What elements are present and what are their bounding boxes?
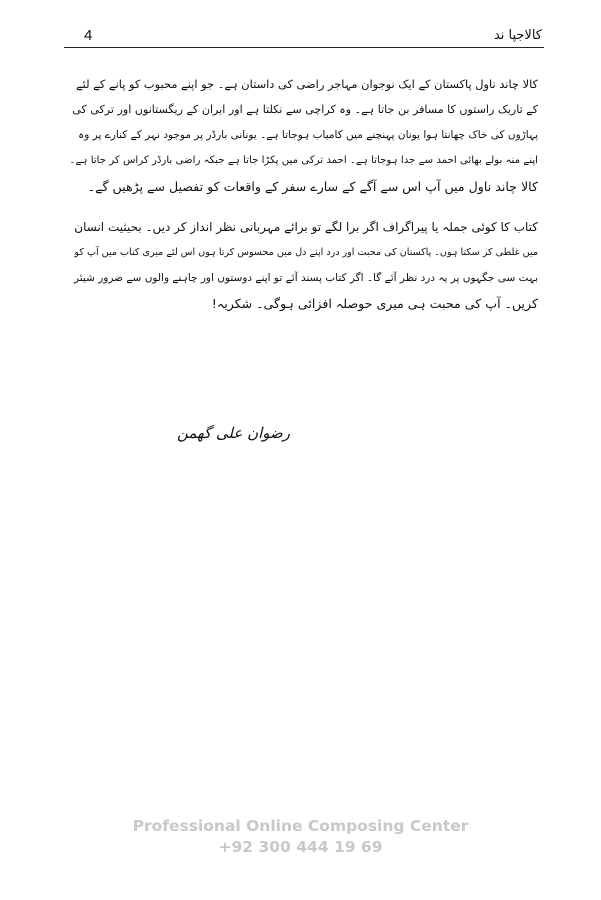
author-signature: رضوان علی گھمن (176, 424, 290, 442)
text-line: کریں۔ آپ کی محبت ہی میری حوصلہ افزائی ہوگی۔ شکریہ! (211, 296, 538, 312)
header-divider (64, 47, 544, 48)
text-line: میں غلطی کر سکتا ہوں۔ پاکستان کی محبت اور درد اپنے دل میں محسوس کرتا ہوں اس لئے میری کتاب میں آپ کو (74, 247, 538, 259)
text-line: کالا چاند ناول میں آپ اس سے آگے کے سارے سفر کے واقعات کو تفصیل سے پڑھیں گے۔ (87, 178, 538, 194)
body-text (68, 72, 538, 317)
paragraph-note (68, 215, 538, 317)
text-line: بہت سی جگہوں پر یہ درد نظر آئے گا۔ اگر کتاب پسند آئے تو اپنے دوستوں اور چاہنے والوں سے ضرور شیئر (73, 271, 538, 284)
text-line: کالا چاند ناول پاکستان کے ایک نوجوان مہاجر راضی کی داستان ہے۔ جو اپنے محبوب کو پانے کے لئے (75, 77, 538, 91)
page-number: 4 (84, 27, 93, 44)
text-line: کے تاریک راستوں کا مسافر بن جاتا ہے۔ وہ کراچی سے نکلتا ہے اور ایران کے ریگستانوں اور ترکی کی (72, 103, 538, 117)
footer-watermark (0, 816, 601, 858)
watermark-company: Professional Online Composing Center (132, 817, 469, 835)
text-line: اپنے منہ بولے بھائی احمد سے جدا ہوجاتا ہے۔ احمد ترکی میں پکڑا جاتا ہے جبکہ راضی بارڈر کراس کر جاتا ہے۔ (69, 155, 538, 167)
running-title: کالاجپا ند (493, 28, 542, 43)
paragraph-story (68, 72, 538, 199)
page-header (64, 26, 544, 48)
text-line: کتاب کا کوئی جملہ یا پیراگراف اگر برا لگے تو برائے مہربانی نظر انداز کر دیں۔ بحیثیت انسان (74, 220, 538, 235)
watermark-phone: +92 300 444 19 69 (218, 838, 383, 856)
text-line: پہاڑوں کی خاک چھانتا ہوا یونان پہنچنے میں کامیاب ہوجاتا ہے۔ یونانی بارڈر پر موجود نہر کے کنارے پر وہ (78, 128, 538, 141)
